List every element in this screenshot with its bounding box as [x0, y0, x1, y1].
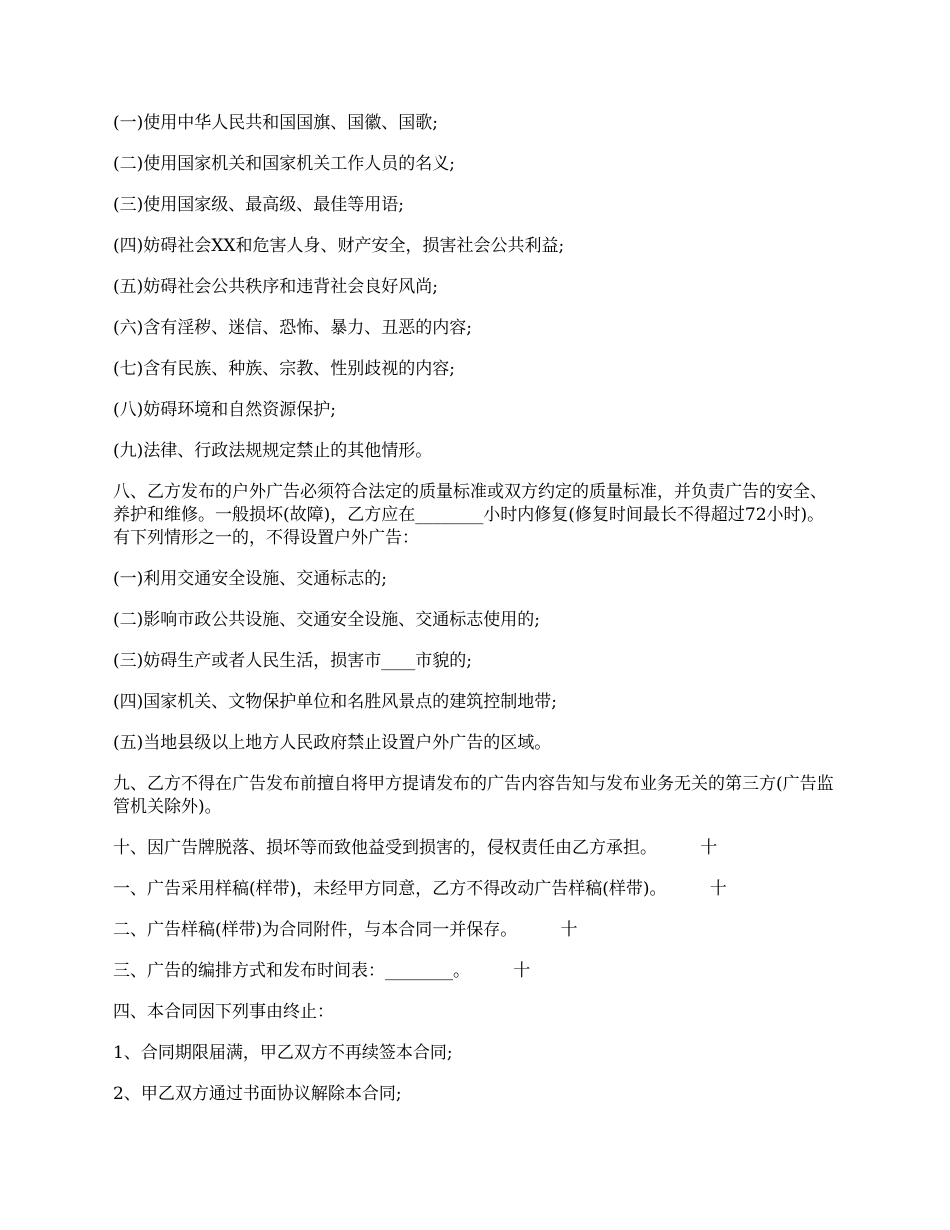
clause-item-7: (七)含有民族、种族、宗教、性别歧视的内容; — [113, 359, 455, 379]
article-13-paragraph: 三、广告的编排方式和发布时间表：________。 十 — [113, 961, 531, 981]
termination-item-2: 2、甲乙双方通过书面协议解除本合同; — [113, 1084, 402, 1104]
article-11-paragraph: 一、广告采用样稿(样带)，未经甲方同意，乙方不得改动广告样稿(样带)。 十 — [113, 879, 727, 899]
article-8-paragraph: 八、乙方发布的户外广告必须符合法定的质量标准或双方约定的质量标准，并负责广告的安全、养护和维修。一般损坏(故障)，乙方应在________小时内修复(修复时间最长不得超过72小时)。 有下列情形之一的，不得设置户外广告： — [113, 482, 868, 548]
article-12-paragraph: 二、广告样稿(样带)为合同附件，与本合同一并保存。 十 — [113, 920, 578, 940]
clause-item-8: (八)妨碍环境和自然资源保护; — [113, 400, 336, 420]
restriction-item-2: (二)影响市政公共设施、交通安全设施、交通标志使用的; — [113, 610, 540, 630]
article-10-paragraph: 十、因广告牌脱落、损坏等而致他益受到损害的，侵权责任由乙方承担。 十 — [113, 838, 718, 858]
clause-item-3: (三)使用国家级、最高级、最佳等用语; — [113, 195, 404, 215]
restriction-item-5: (五)当地县级以上地方人民政府禁止设置户外广告的区域。 — [113, 733, 552, 753]
restriction-item-4: (四)国家机关、文物保护单位和名胜风景点的建筑控制地带; — [113, 692, 557, 712]
clause-item-1: (一)使用中华人民共和国国旗、国徽、国歌; — [113, 113, 438, 133]
restriction-item-3: (三)妨碍生产或者人民生活，损害市____市貌的; — [113, 651, 472, 671]
article-14-paragraph: 四、本合同因下列事由终止： — [113, 1002, 334, 1022]
restriction-item-1: (一)利用交通安全设施、交通标志的; — [113, 569, 387, 589]
clause-item-2: (二)使用国家机关和国家机关工作人员的名义; — [113, 154, 455, 174]
clause-item-9: (九)法律、行政法规规定禁止的其他情形。 — [113, 441, 433, 461]
clause-item-4: (四)妨碍社会XX和危害人身、财产安全，损害社会公共利益; — [113, 236, 565, 256]
termination-item-1: 1、合同期限届满，甲乙双方不再续签本合同; — [113, 1043, 453, 1063]
clause-item-5: (五)妨碍社会公共秩序和违背社会良好风尚; — [113, 277, 438, 297]
clause-item-6: (六)含有淫秽、迷信、恐怖、暴力、丑恶的内容; — [113, 318, 472, 338]
document-body — [113, 112, 868, 1124]
article-9-paragraph: 九、乙方不得在广告发布前擅自将甲方提请发布的广告内容告知与发布业务无关的第三方(广告监管机关除外)。 — [113, 774, 834, 817]
